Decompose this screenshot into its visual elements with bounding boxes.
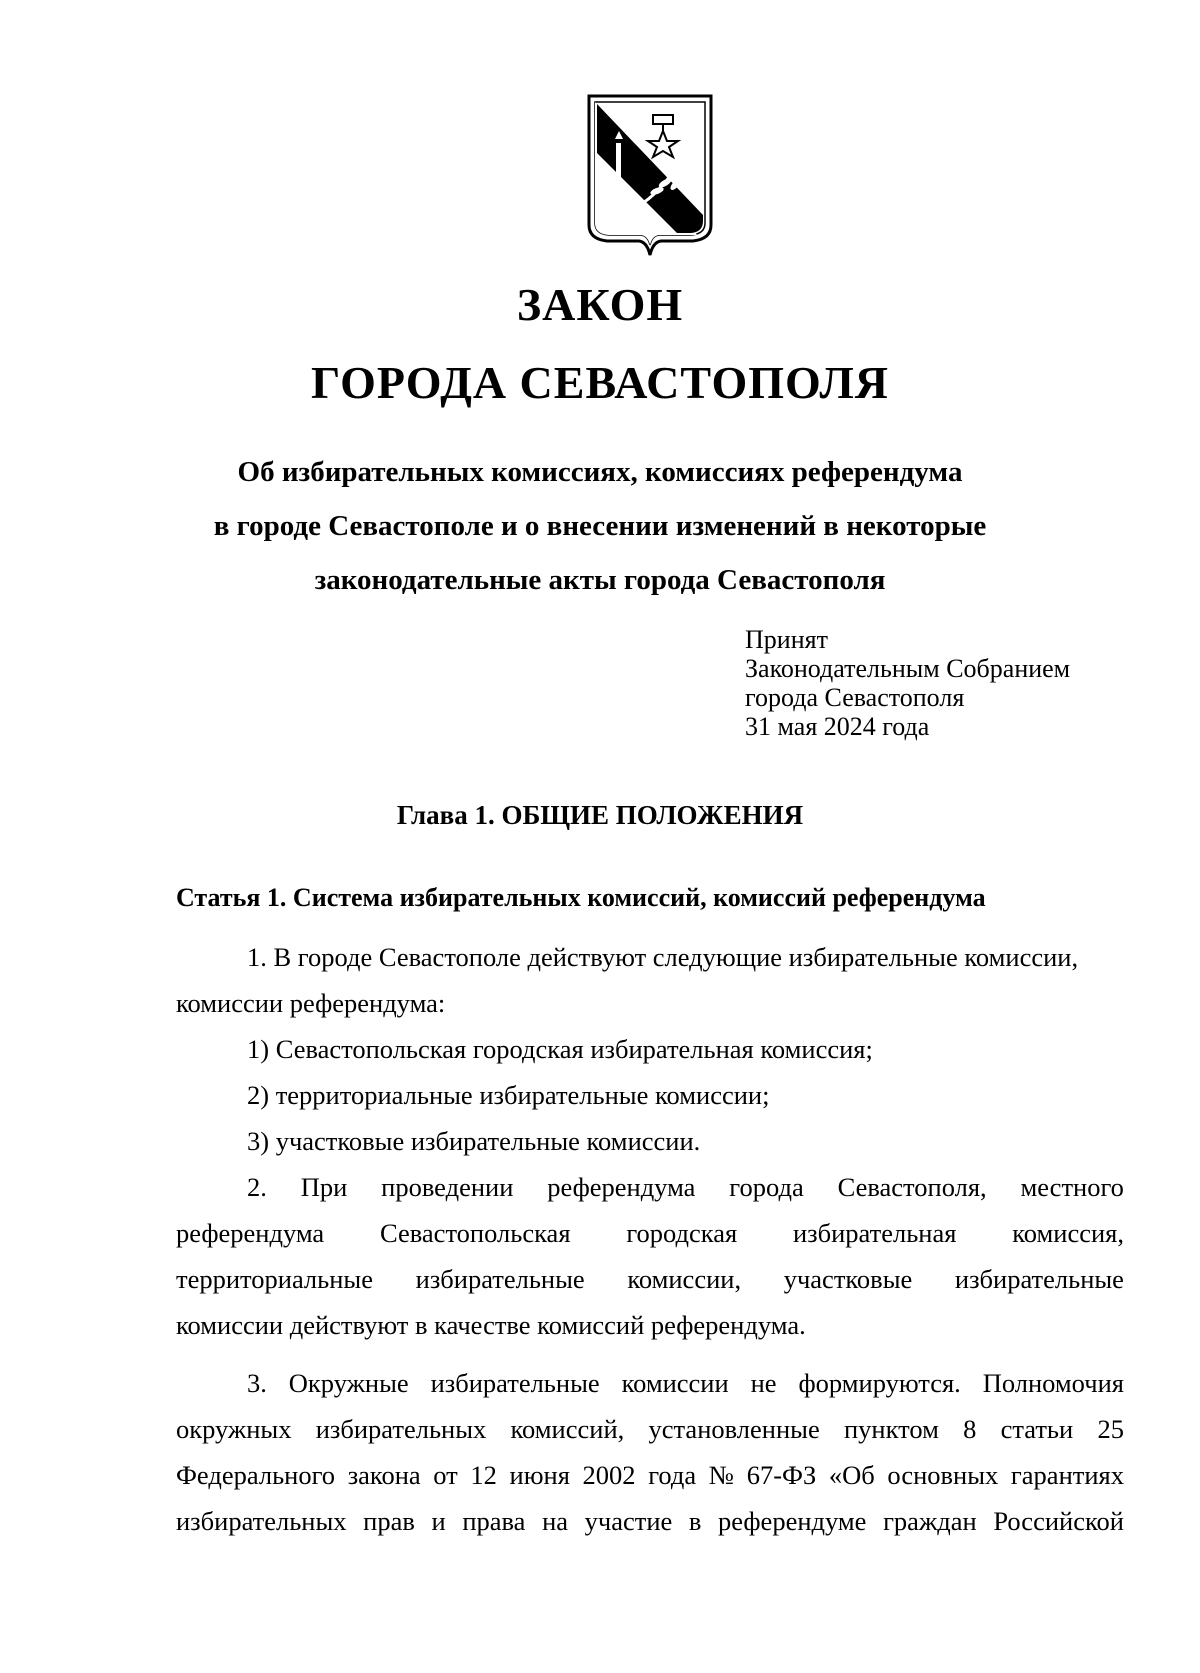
- paragraph-line: 2. При проведении референдума города Севастополя, местного: [247, 1172, 1124, 1202]
- list-item: 2) территориальные избирательные комиссии;: [247, 1080, 770, 1110]
- paragraph-line: окружных избирательных комиссий, установленные пунктом 8 статьи 25: [176, 1414, 1124, 1444]
- document-title: ЗАКОН: [516, 279, 684, 330]
- paragraph-line: Федерального закона от 12 июня 2002 года № 67-ФЗ «Об основных гарантиях: [176, 1460, 1124, 1490]
- adoption-line: Законодательным Собранием: [745, 654, 1071, 683]
- paragraph-line: комиссии референдума:: [176, 988, 446, 1018]
- law-subject: [0, 445, 1200, 607]
- paragraph-line: 3. Окружные избирательные комиссии не формируются. Полномочия: [247, 1368, 1124, 1398]
- article-heading: Статья 1. Система избирательных комиссий, комиссий референдума: [176, 883, 986, 912]
- adoption-line: города Севастополя: [745, 683, 965, 712]
- list-item: 3) участковые избирательные комиссии.: [247, 1126, 701, 1156]
- adoption-block: [745, 625, 1070, 741]
- paragraph-line: комиссии действуют в качестве комиссий референдума.: [176, 1310, 806, 1340]
- list-item: 1) Севастопольская городская избирательная комиссия;: [247, 1034, 873, 1064]
- paragraph-line: избирательных прав и права на участие в референдуме граждан Российской: [176, 1506, 1124, 1536]
- adoption-date: 31 мая 2024 года: [745, 712, 930, 741]
- subject-line: в городе Севастополе и о внесении изменений в некоторые: [213, 510, 987, 542]
- subject-line: законодательные акты города Севастополя: [314, 564, 886, 596]
- article-body: [176, 934, 1124, 1544]
- adoption-line: Принят: [745, 625, 828, 654]
- sevastopol-coat-of-arms-icon: [585, 93, 715, 258]
- chapter-heading: Глава 1. ОБЩИЕ ПОЛОЖЕНИЯ: [396, 800, 804, 830]
- document-subtitle: ГОРОДА СЕВАСТОПОЛЯ: [310, 357, 890, 408]
- paragraph-line: территориальные избирательные комиссии, участковые избирательные: [176, 1264, 1124, 1294]
- paragraph-line: референдума Севастопольская городская избирательная комиссия,: [176, 1218, 1124, 1248]
- paragraph-line: 1. В городе Севастополе действуют следующие избирательные комиссии,: [247, 942, 1079, 972]
- subject-line: Об избирательных комиссиях, комиссиях референдума: [237, 456, 963, 488]
